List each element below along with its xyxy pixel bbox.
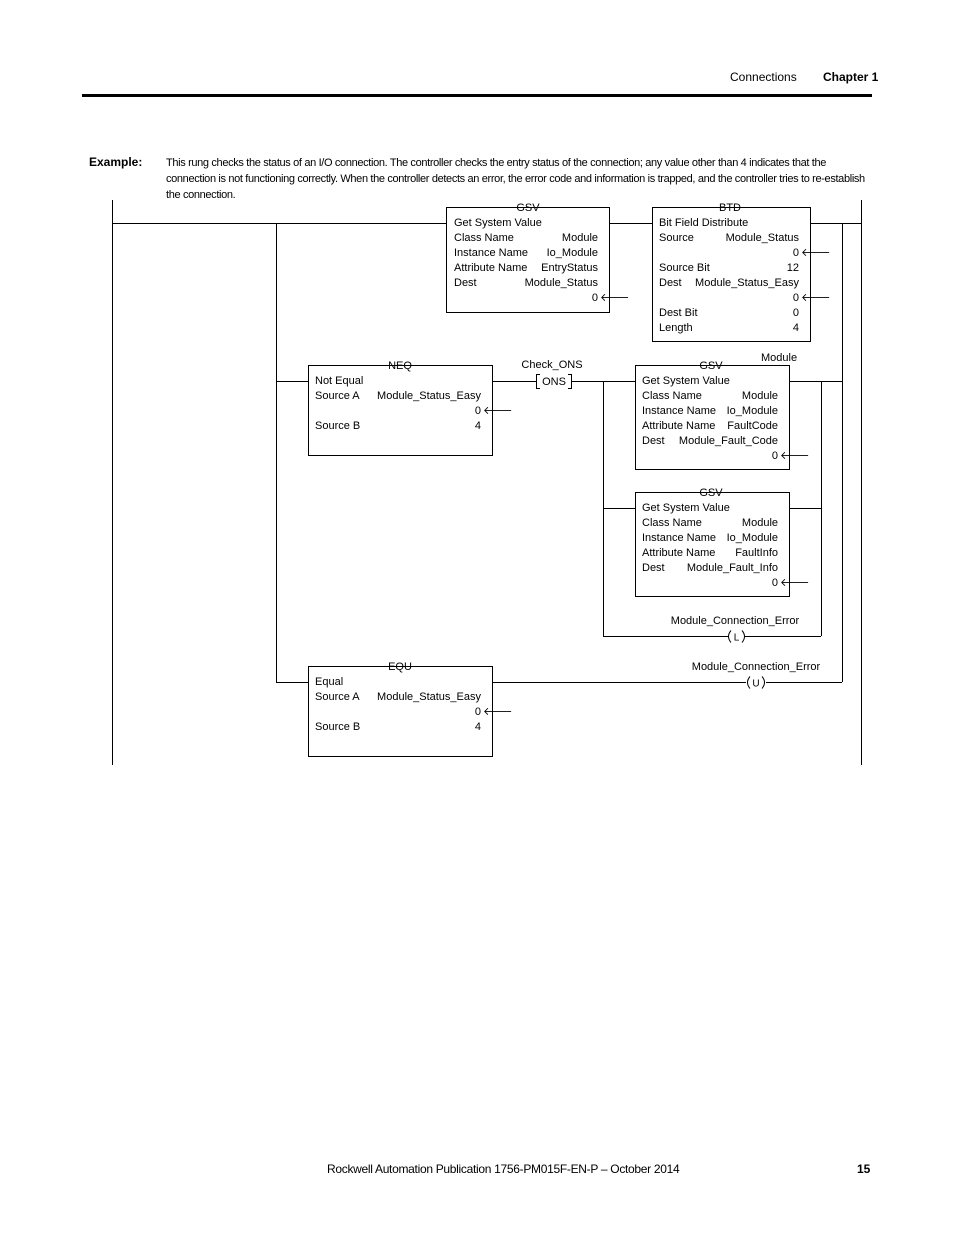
instruction-field-text: Module_Status: [524, 277, 598, 289]
instruction-field-text: Module_Fault_Info: [686, 562, 778, 574]
btd-title: Bit Field Distribute: [659, 217, 749, 229]
neq-instruction: [309, 360, 513, 456]
arrow-left-icon: 🡐: [801, 292, 831, 304]
instruction-field-text: Source A: [315, 390, 360, 402]
instruction-field-text: Io_Module: [726, 532, 778, 544]
gsv2-type: GSV: [699, 360, 723, 372]
instruction-field-text: EntryStatus: [541, 262, 598, 274]
instruction-field-text: 0: [474, 706, 481, 718]
latch-coil: [671, 615, 800, 644]
instruction-field-text: FaultInfo: [735, 547, 778, 559]
instruction-field-text: 4: [792, 322, 799, 334]
instruction-field-text: 4: [474, 721, 481, 733]
instruction-field-text: Dest: [642, 562, 665, 574]
arrow-left-icon: 🡐: [780, 450, 810, 462]
instruction-field-text: Module: [741, 390, 778, 402]
instruction-field-text: Class Name: [642, 517, 702, 529]
instruction-field-text: 0: [792, 307, 799, 319]
latch-tag: Module_Connection_Error: [670, 615, 800, 627]
instruction-field-text: 0: [474, 405, 481, 417]
header-chapter: Chapter 1: [823, 70, 879, 84]
btd-type: BTD: [719, 202, 741, 214]
arrow-left-icon: 🡐: [483, 706, 513, 718]
instruction-field-text: 4: [474, 420, 481, 432]
instruction-field-text: Module_Fault_Code: [678, 435, 778, 447]
header-section: Connections: [730, 70, 797, 84]
instruction-field-text: Source B: [315, 420, 361, 432]
instruction-field-text: FaultCode: [727, 420, 778, 432]
instruction-field-text: Source Bit: [659, 262, 710, 274]
example-text: This rung checks the status of an I/O connection. The controller checks the entry status of the connection; any value other than 4 indicates that the connection is not functioning correctly. When the controller detects an error, the error code and information is trapped, and the controller tries to re-establish the connection.: [166, 157, 865, 201]
instruction-field-text: Attribute Name: [454, 262, 528, 274]
ons-tag: Check_ONS: [521, 359, 583, 371]
instruction-field-text: Module_Status_Easy: [377, 390, 481, 402]
instruction-field-text: Length: [659, 322, 693, 334]
arrow-left-icon: 🡐: [801, 247, 831, 259]
instruction-field-text: Instance Name: [642, 405, 716, 417]
instruction-field-text: Class Name: [642, 390, 702, 402]
arrow-left-icon: 🡐: [600, 292, 630, 304]
instruction-field-text: Class Name: [454, 232, 514, 244]
gsv3-type: GSV: [699, 487, 723, 499]
instruction-field-text: Source A: [315, 691, 360, 703]
instruction-field-text: 0: [792, 247, 799, 259]
instruction-field-text: 0: [591, 292, 598, 304]
neq-type: NEQ: [388, 360, 412, 372]
page-number: 15: [857, 1162, 871, 1176]
equ-type: EQU: [388, 661, 412, 673]
neq-title: Not Equal: [315, 375, 364, 387]
instruction-field-text: Attribute Name: [642, 547, 716, 559]
instruction-field-text: Dest: [454, 277, 477, 289]
instruction-field-text: Module: [741, 517, 778, 529]
instruction-field-text: Attribute Name: [642, 420, 716, 432]
unlatch-coil: [692, 661, 821, 690]
instruction-field-text: 12: [786, 262, 799, 274]
gsv-instruction-fault-code: [636, 360, 810, 470]
unlatch-tag: Module_Connection_Error: [691, 661, 821, 673]
instruction-field-text: Io_Module: [726, 405, 778, 417]
instruction-field-text: Module_Status: [725, 232, 799, 244]
arrow-left-icon: 🡐: [483, 405, 513, 417]
footer-publication: Rockwell Automation Publication 1756-PM015F-EN-P – October 2014: [327, 1162, 680, 1176]
instruction-field-text: Io_Module: [546, 247, 598, 259]
equ-title: Equal: [315, 676, 344, 688]
instruction-field-text: Dest: [659, 277, 682, 289]
latch-label: L: [733, 632, 740, 644]
instruction-field-text: Module: [561, 232, 598, 244]
gsv1-type: GSV: [516, 202, 540, 214]
instruction-field-text: Dest Bit: [659, 307, 698, 319]
gsv-instruction-fault-info: [636, 487, 810, 597]
instruction-field-text: 0: [792, 292, 799, 304]
ons-label: ONS: [542, 376, 566, 388]
instruction-field-text: 0: [771, 450, 778, 462]
gsv3-title: Get System Value: [642, 502, 730, 514]
instruction-field-text: Module_Status_Easy: [695, 277, 799, 289]
gsv1-title: Get System Value: [454, 217, 542, 229]
instruction-field-text: Source B: [315, 721, 361, 733]
arrow-left-icon: 🡐: [780, 577, 810, 589]
instruction-field-text: Module_Status_Easy: [377, 691, 481, 703]
unlatch-label: U: [752, 678, 760, 690]
instruction-field-text: Dest: [642, 435, 665, 447]
example-label: Example:: [89, 155, 143, 169]
module-label: Module: [761, 352, 798, 364]
gsv2-title: Get System Value: [642, 375, 730, 387]
instruction-field-text: 0: [771, 577, 778, 589]
btd-instruction: [653, 202, 831, 342]
ons-instruction: [521, 359, 582, 389]
instruction-field-text: Source: [659, 232, 694, 244]
instruction-field-text: Instance Name: [454, 247, 528, 259]
equ-instruction: [309, 661, 513, 757]
instruction-field-text: Instance Name: [642, 532, 716, 544]
gsv-instruction-entry-status: [447, 202, 630, 313]
